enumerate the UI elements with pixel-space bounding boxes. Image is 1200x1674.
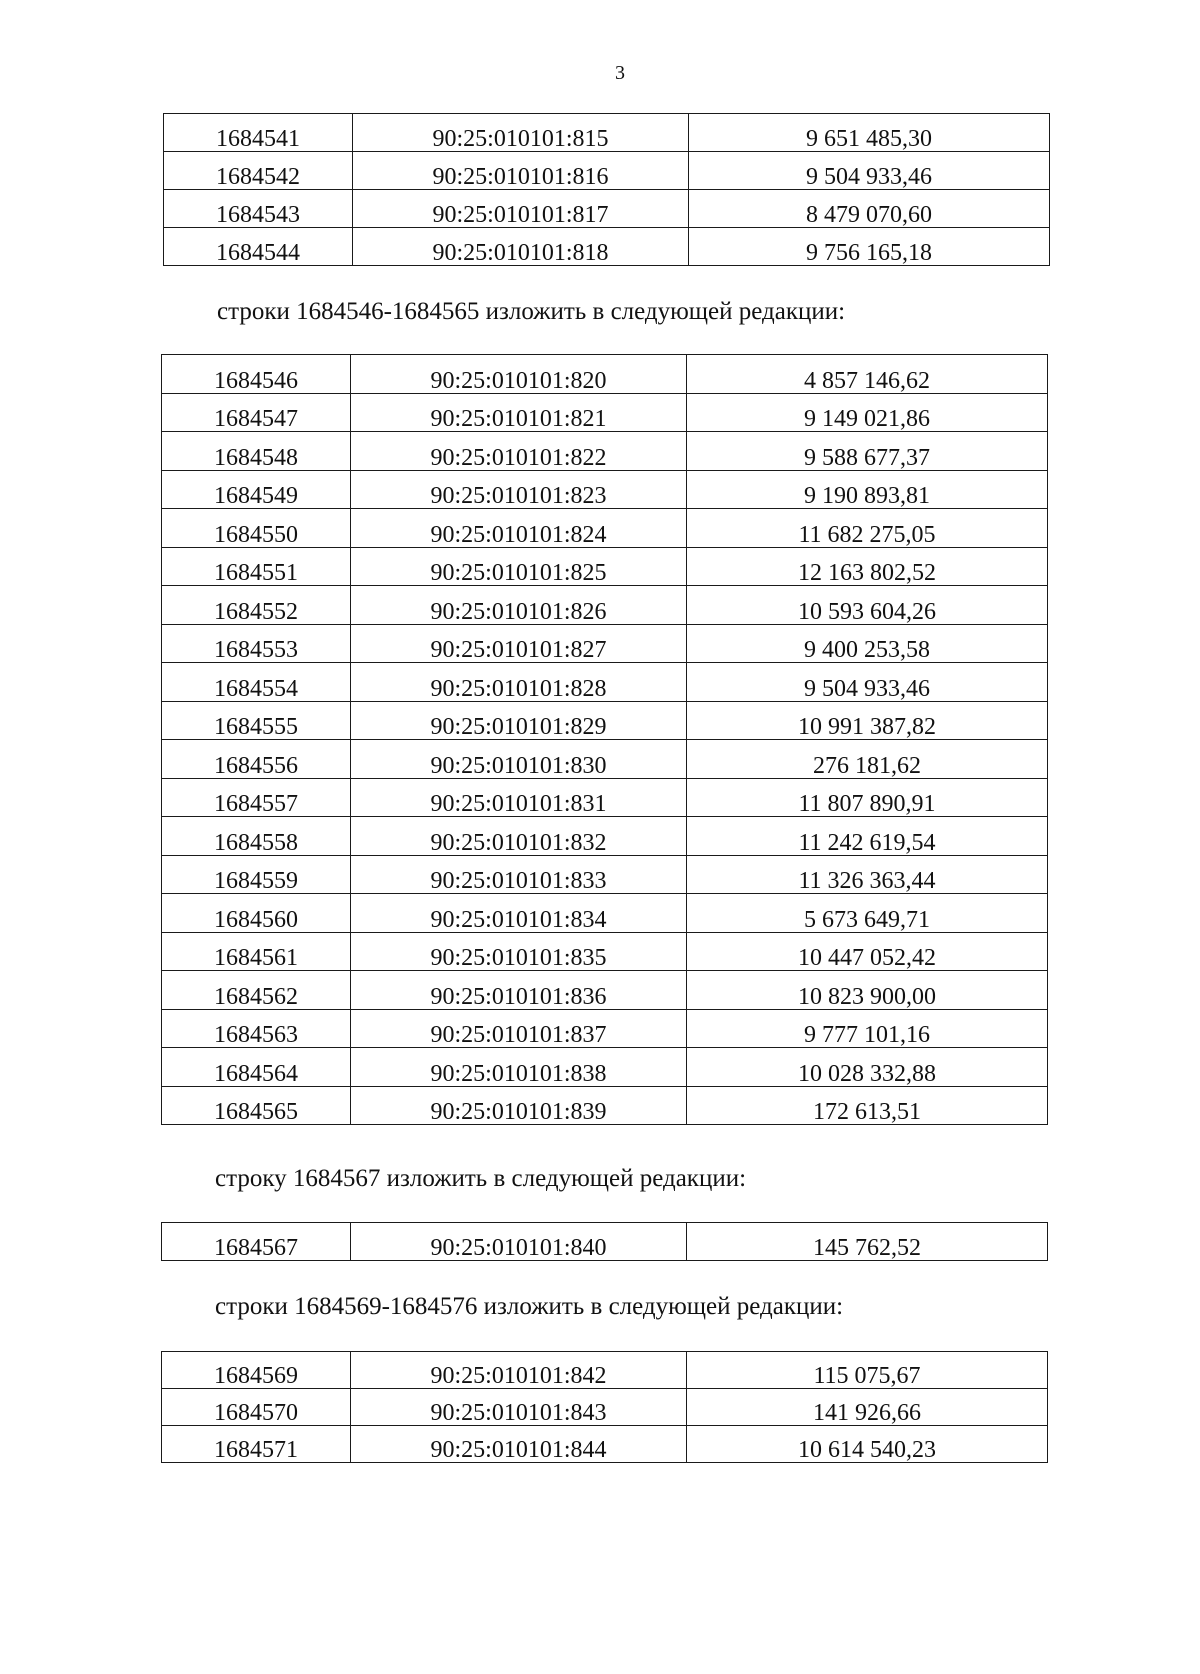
cadastral-value-cell: 9 190 893,81: [687, 470, 1048, 509]
cadastral-number-cell: 90:25:010101:826: [351, 586, 687, 625]
cadastral-value-cell: 5 673 649,71: [687, 894, 1048, 933]
cadastral-number-cell: 90:25:010101:843: [351, 1389, 687, 1426]
row-number-cell: 1684564: [162, 1048, 351, 1087]
cadastral-value-cell: 10 614 540,23: [687, 1426, 1048, 1463]
row-number-cell: 1684563: [162, 1009, 351, 1048]
cadastral-value-cell: 11 242 619,54: [687, 817, 1048, 856]
row-number-cell: 1684567: [162, 1223, 351, 1261]
cadastral-number-cell: 90:25:010101:817: [353, 190, 689, 228]
cadastral-number-cell: 90:25:010101:818: [353, 228, 689, 266]
row-number-cell: 1684557: [162, 778, 351, 817]
cadastral-value-cell: 9 756 165,18: [689, 228, 1050, 266]
table-row: [162, 355, 1048, 394]
cadastral-number-cell: 90:25:010101:830: [351, 740, 687, 779]
row-number-cell: 1684554: [162, 663, 351, 702]
table-row: [162, 701, 1048, 740]
cadastral-number-cell: 90:25:010101:833: [351, 855, 687, 894]
cadastral-value-cell: 9 588 677,37: [687, 432, 1048, 471]
table-row: [162, 432, 1048, 471]
cadastral-number-cell: 90:25:010101:831: [351, 778, 687, 817]
cadastral-number-cell: 90:25:010101:820: [351, 355, 687, 394]
row-number-cell: 1684553: [162, 624, 351, 663]
table-row: [162, 1352, 1048, 1389]
cadastral-number-cell: 90:25:010101:827: [351, 624, 687, 663]
cadastral-number-cell: 90:25:010101:821: [351, 393, 687, 432]
row-number-cell: 1684544: [164, 228, 353, 266]
cadastral-number-cell: 90:25:010101:839: [351, 1086, 687, 1125]
row-number-cell: 1684565: [162, 1086, 351, 1125]
cadastral-number-cell: 90:25:010101:815: [353, 114, 689, 152]
table-row: [162, 817, 1048, 856]
cadastral-value-cell: 141 926,66: [687, 1389, 1048, 1426]
row-number-cell: 1684546: [162, 355, 351, 394]
row-number-cell: 1684562: [162, 971, 351, 1010]
table-row: [162, 624, 1048, 663]
table-row: [162, 932, 1048, 971]
table-row: [162, 586, 1048, 625]
table-row: [162, 1009, 1048, 1048]
cadastral-number-cell: 90:25:010101:829: [351, 701, 687, 740]
row-number-cell: 1684542: [164, 152, 353, 190]
cadastral-number-cell: 90:25:010101:816: [353, 152, 689, 190]
table-row: [162, 740, 1048, 779]
table-row: [162, 971, 1048, 1010]
cadastral-value-cell: 9 504 933,46: [689, 152, 1050, 190]
cadastral-number-cell: 90:25:010101:823: [351, 470, 687, 509]
row-number-cell: 1684548: [162, 432, 351, 471]
table-row: [164, 228, 1050, 266]
cadastral-value-cell: 9 149 021,86: [687, 393, 1048, 432]
table-row: [162, 1086, 1048, 1125]
cadastral-number-cell: 90:25:010101:825: [351, 547, 687, 586]
row-number-cell: 1684552: [162, 586, 351, 625]
cadastral-value-table: [163, 113, 1050, 266]
table-row: [162, 663, 1048, 702]
table-row: [162, 1048, 1048, 1087]
cadastral-value-cell: 115 075,67: [687, 1352, 1048, 1389]
cadastral-value-cell: 276 181,62: [687, 740, 1048, 779]
row-number-cell: 1684555: [162, 701, 351, 740]
cadastral-number-cell: 90:25:010101:837: [351, 1009, 687, 1048]
row-number-cell: 1684570: [162, 1389, 351, 1426]
row-number-cell: 1684571: [162, 1426, 351, 1463]
table-row: [164, 152, 1050, 190]
cadastral-value-cell: 10 028 332,88: [687, 1048, 1048, 1087]
table-row: [162, 547, 1048, 586]
cadastral-value-cell: 9 651 485,30: [689, 114, 1050, 152]
cadastral-value-cell: 10 593 604,26: [687, 586, 1048, 625]
cadastral-value-cell: 145 762,52: [687, 1223, 1048, 1261]
table-row: [164, 190, 1050, 228]
cadastral-value-cell: 9 777 101,16: [687, 1009, 1048, 1048]
table-row: [162, 778, 1048, 817]
amendment-instruction: строки 1684546-1684565 изложить в следующей редакции:: [217, 298, 846, 325]
cadastral-value-cell: 11 807 890,91: [687, 778, 1048, 817]
cadastral-value-cell: 12 163 802,52: [687, 547, 1048, 586]
cadastral-number-cell: 90:25:010101:840: [351, 1223, 687, 1261]
cadastral-number-cell: 90:25:010101:834: [351, 894, 687, 933]
cadastral-number-cell: 90:25:010101:844: [351, 1426, 687, 1463]
table-row: [162, 393, 1048, 432]
row-number-cell: 1684560: [162, 894, 351, 933]
cadastral-number-cell: 90:25:010101:842: [351, 1352, 687, 1389]
amendment-instruction: строку 1684567 изложить в следующей редакции:: [215, 1165, 747, 1192]
row-number-cell: 1684551: [162, 547, 351, 586]
cadastral-number-cell: 90:25:010101:832: [351, 817, 687, 856]
page-number: 3: [615, 62, 625, 84]
table-row: [162, 509, 1048, 548]
cadastral-value-cell: 172 613,51: [687, 1086, 1048, 1125]
row-number-cell: 1684561: [162, 932, 351, 971]
table-row: [162, 1389, 1048, 1426]
row-number-cell: 1684559: [162, 855, 351, 894]
table-row: [164, 114, 1050, 152]
row-number-cell: 1684549: [162, 470, 351, 509]
cadastral-value-table: [161, 1222, 1048, 1261]
row-number-cell: 1684550: [162, 509, 351, 548]
cadastral-value-cell: 10 447 052,42: [687, 932, 1048, 971]
cadastral-value-cell: 8 479 070,60: [689, 190, 1050, 228]
amendment-instruction: строки 1684569-1684576 изложить в следующей редакции:: [215, 1293, 844, 1320]
cadastral-value-cell: 10 991 387,82: [687, 701, 1048, 740]
row-number-cell: 1684556: [162, 740, 351, 779]
table-row: [162, 1223, 1048, 1261]
table-row: [162, 855, 1048, 894]
cadastral-value-table: [161, 1351, 1048, 1463]
table-row: [162, 470, 1048, 509]
cadastral-number-cell: 90:25:010101:822: [351, 432, 687, 471]
table-row: [162, 1426, 1048, 1463]
row-number-cell: 1684547: [162, 393, 351, 432]
cadastral-value-cell: 10 823 900,00: [687, 971, 1048, 1010]
cadastral-value-cell: 4 857 146,62: [687, 355, 1048, 394]
cadastral-value-table: [161, 354, 1048, 1125]
cadastral-value-cell: 11 326 363,44: [687, 855, 1048, 894]
row-number-cell: 1684543: [164, 190, 353, 228]
cadastral-value-cell: 9 504 933,46: [687, 663, 1048, 702]
cadastral-number-cell: 90:25:010101:824: [351, 509, 687, 548]
cadastral-value-cell: 9 400 253,58: [687, 624, 1048, 663]
row-number-cell: 1684541: [164, 114, 353, 152]
cadastral-number-cell: 90:25:010101:835: [351, 932, 687, 971]
row-number-cell: 1684569: [162, 1352, 351, 1389]
cadastral-value-cell: 11 682 275,05: [687, 509, 1048, 548]
cadastral-number-cell: 90:25:010101:828: [351, 663, 687, 702]
row-number-cell: 1684558: [162, 817, 351, 856]
cadastral-number-cell: 90:25:010101:838: [351, 1048, 687, 1087]
cadastral-number-cell: 90:25:010101:836: [351, 971, 687, 1010]
table-row: [162, 894, 1048, 933]
